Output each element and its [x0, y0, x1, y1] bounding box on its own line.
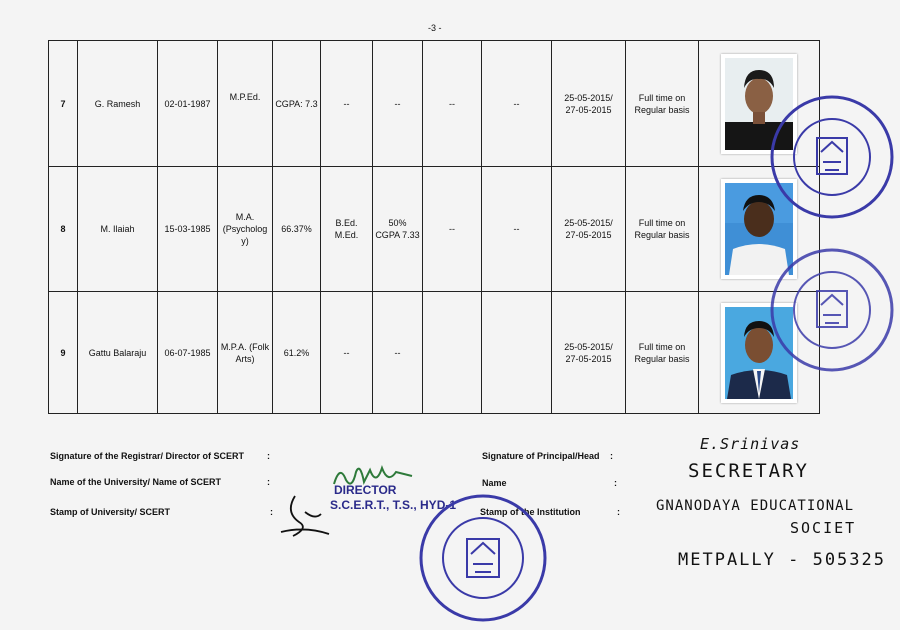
row-dob: 06-07-1985 — [158, 292, 218, 414]
table-row — [49, 41, 820, 167]
degree-1: B.Ed. — [335, 218, 358, 228]
row-mode — [626, 292, 699, 414]
row-score: 61.2% — [273, 292, 321, 414]
qual-line-2: (Psycholog — [222, 224, 268, 234]
colon: : — [267, 477, 270, 487]
row-name: M. Ilaiah — [78, 167, 158, 292]
date-from: 25-05-2015/ — [564, 218, 613, 228]
row-dates — [552, 167, 626, 292]
candidate-table — [48, 40, 820, 414]
row-col8: -- — [482, 41, 552, 167]
date-to: 27-05-2015 — [565, 353, 612, 364]
director-office: S.C.E.R.T., T.S., HYD-1 — [330, 498, 457, 512]
row-dates — [552, 41, 626, 167]
handwritten-line: SECRETARY — [688, 460, 809, 482]
row-grades — [373, 167, 423, 292]
row-score: 66.37% — [273, 167, 321, 292]
date-from: 25-05-2015/ — [564, 341, 613, 352]
row-col7 — [423, 292, 482, 414]
row-col6: -- — [373, 292, 423, 414]
row-sno: 9 — [49, 292, 78, 414]
qual-line-1: M.P.A. (Folk — [220, 341, 270, 352]
colon: : — [617, 507, 620, 517]
row-dob: 02-01-1987 — [158, 41, 218, 167]
row-degrees — [321, 167, 373, 292]
grade-1: 50% — [388, 218, 407, 228]
row-dates — [552, 292, 626, 414]
row-col8: -- — [482, 167, 552, 292]
handwritten-line: SOCIET — [790, 519, 857, 537]
director-office-seal — [416, 491, 550, 625]
row-col5: -- — [321, 292, 373, 414]
mode-line-2: Regular basis — [634, 230, 690, 240]
row-dob: 15-03-1985 — [158, 167, 218, 292]
degree-2: M.Ed. — [334, 230, 359, 240]
grade-2: CGPA 7.33 — [375, 230, 420, 240]
row-qualification: M.P.Ed. — [218, 41, 273, 167]
mode-line-1: Full time on — [638, 341, 686, 352]
director-title: DIRECTOR — [334, 483, 397, 497]
date-from: 25-05-2015/ — [564, 92, 613, 103]
label-name: Name — [482, 478, 507, 488]
row-mode — [626, 41, 699, 167]
label-registrar-signature: Signature of the Registrar/ Director of SCERT — [50, 451, 245, 461]
row-score: CGPA: 7.3 — [273, 41, 321, 167]
qual-line-2: Arts) — [235, 353, 255, 364]
row-name: G. Ramesh — [78, 41, 158, 167]
row-col7: -- — [423, 167, 482, 292]
row-col6: -- — [373, 41, 423, 167]
qual-line-1: M.A. — [235, 212, 255, 222]
colon: : — [270, 507, 273, 517]
row-sno: 8 — [49, 167, 78, 292]
label-principal-signature: Signature of Principal/Head — [482, 451, 600, 461]
label-university-name: Name of the University/ Name of SCERT — [50, 477, 222, 487]
row-sno: 7 — [49, 41, 78, 167]
mode-line-2: Regular basis — [634, 353, 690, 364]
mode-line-1: Full time on — [638, 92, 686, 103]
handwritten-initial-signature — [275, 492, 335, 542]
table-row — [49, 292, 820, 414]
row-qualification — [218, 167, 273, 292]
row-mode — [626, 167, 699, 292]
page-number: -3 - — [428, 23, 442, 33]
row-col5: -- — [321, 41, 373, 167]
handwritten-line: METPALLY - 505325 — [678, 550, 886, 570]
row-col7: -- — [423, 41, 482, 167]
qual-line-3: y) — [241, 236, 249, 246]
row-name: Gattu Balaraju — [78, 292, 158, 414]
label-university-stamp: Stamp of University/ SCERT — [50, 507, 171, 517]
mode-line-2: Regular basis — [634, 104, 690, 115]
handwritten-signature: E.Srinivas — [700, 435, 801, 453]
colon: : — [614, 478, 617, 488]
colon: : — [610, 451, 613, 461]
row-col8 — [482, 292, 552, 414]
colon: : — [267, 451, 270, 461]
table-row — [49, 167, 820, 292]
row-qualification — [218, 292, 273, 414]
handwritten-line: GNANODAYA EDUCATIONAL — [656, 498, 855, 514]
mode-line-1: Full time on — [638, 218, 686, 228]
label-institution-stamp: Stamp of the Institution — [480, 507, 581, 517]
date-to: 27-05-2015 — [565, 104, 612, 115]
round-seal-stamp — [767, 92, 897, 222]
date-to: 27-05-2015 — [565, 230, 612, 240]
round-seal-stamp — [766, 244, 898, 376]
